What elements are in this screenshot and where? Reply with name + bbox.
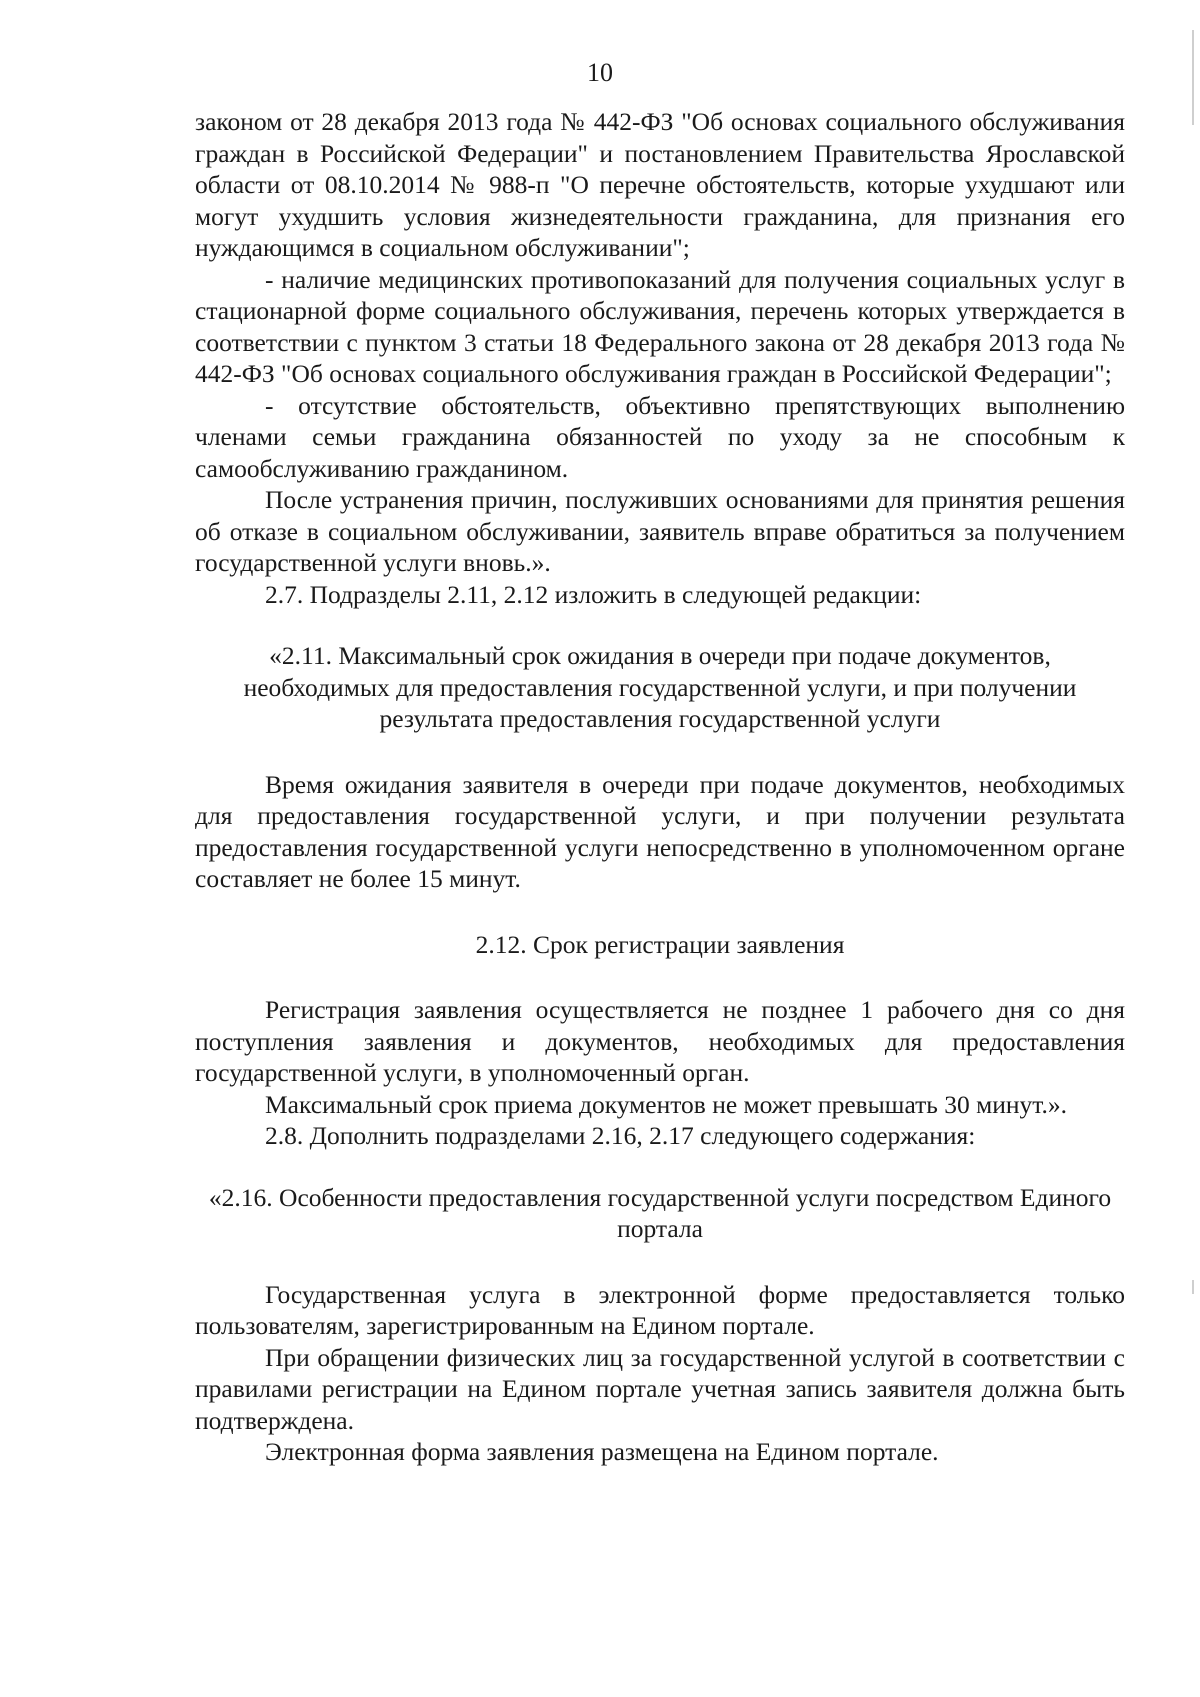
scan-edge-mark (1192, 30, 1194, 85)
spacer (195, 1245, 1125, 1279)
paragraph-amendment-2-7: 2.7. Подразделы 2.11, 2.12 изложить в следующей редакции: (265, 579, 922, 609)
paragraph-law-reference: законом от 28 декабря 2013 года № 442-ФЗ "Об основах социального обслуживания граждан в Российской Федерации" и постановлением Правительства Ярославской области от 08.10.2014 № 988-п "О перечне обстоятельств, которые ухудшают или могут ухудшить условия жизнедеятельности гражданина, для признания его нуждающимся в социальном обслуживании"; (195, 107, 1125, 262)
spacer (195, 735, 1125, 769)
spacer (195, 610, 1125, 640)
paragraph-amendment-2-8: 2.8. Дополнить подразделами 2.16, 2.17 следующего содержания: (265, 1121, 976, 1150)
paragraph-electronic-form-users: Государственная услуга в электронной форме предоставляется только пользователям, зарегистрированным на Едином портале. (195, 1279, 1125, 1340)
section-heading-2-16: «2.16. Особенности предоставления государственной услуги посредством Единого портала (208, 1182, 1112, 1243)
spacer (195, 1152, 1125, 1182)
document-body (195, 106, 1125, 1468)
paragraph-family-obstacles: - отсутствие обстоятельств, объективно препятствующих выполнению членами семьи гражданина обязанностей по уходу за не способным к самообслуживанию гражданином. (195, 390, 1125, 483)
spacer (195, 895, 1125, 929)
paragraph-waiting-time: Время ожидания заявителя в очереди при подаче документов, необходимых для предоставления государственной услуги, и при получении результата предоставления государственной услуги непосредственно в уполномоченном органе составляет не более 15 минут. (195, 769, 1125, 893)
section-heading-2-12: 2.12. Срок регистрации заявления (475, 929, 845, 959)
scan-edge-mark (1192, 1280, 1194, 1294)
section-heading-2-11: «2.11. Максимальный срок ожидания в очереди при подаче документов, необходимых для предоставления государственной услуги, и при получении результата предоставления государственной услуги (243, 641, 1077, 733)
spacer (195, 960, 1125, 994)
scan-edge-mark (1192, 85, 1194, 125)
paragraph-account-confirmation: При обращении физических лиц за государственной услугой в соответствии с правилами регистрации на Едином портале учетная запись заявителя должна быть подтверждена. (195, 1342, 1125, 1435)
paragraph-medical-contraindications: - наличие медицинских противопоказаний для получения социальных услуг в стационарной форме социального обслуживания, перечень которых утверждается в соответствии с пунктом 3 статьи 18 Федерального закона от 28 декабря 2013 года № 442-ФЗ "Об основах социального обслуживания граждан в Российской Федерации"; (195, 264, 1125, 388)
paragraph-reapplication: После устранения причин, послуживших основаниями для принятия решения об отказе в социальном обслуживании, заявитель вправе обратиться за получением государственной услуги вновь.». (195, 485, 1125, 577)
page-number: 10 (587, 58, 613, 87)
paragraph-max-reception-time: Максимальный срок приема документов не может превышать 30 минут.». (265, 1089, 1068, 1119)
paragraph-registration: Регистрация заявления осуществляется не позднее 1 рабочего дня со дня поступления заявления и документов, необходимых для предоставления государственной услуги, в уполномоченный орган. (195, 995, 1125, 1087)
paragraph-electronic-form-location: Электронная форма заявления размещена на Едином портале. (265, 1437, 939, 1466)
